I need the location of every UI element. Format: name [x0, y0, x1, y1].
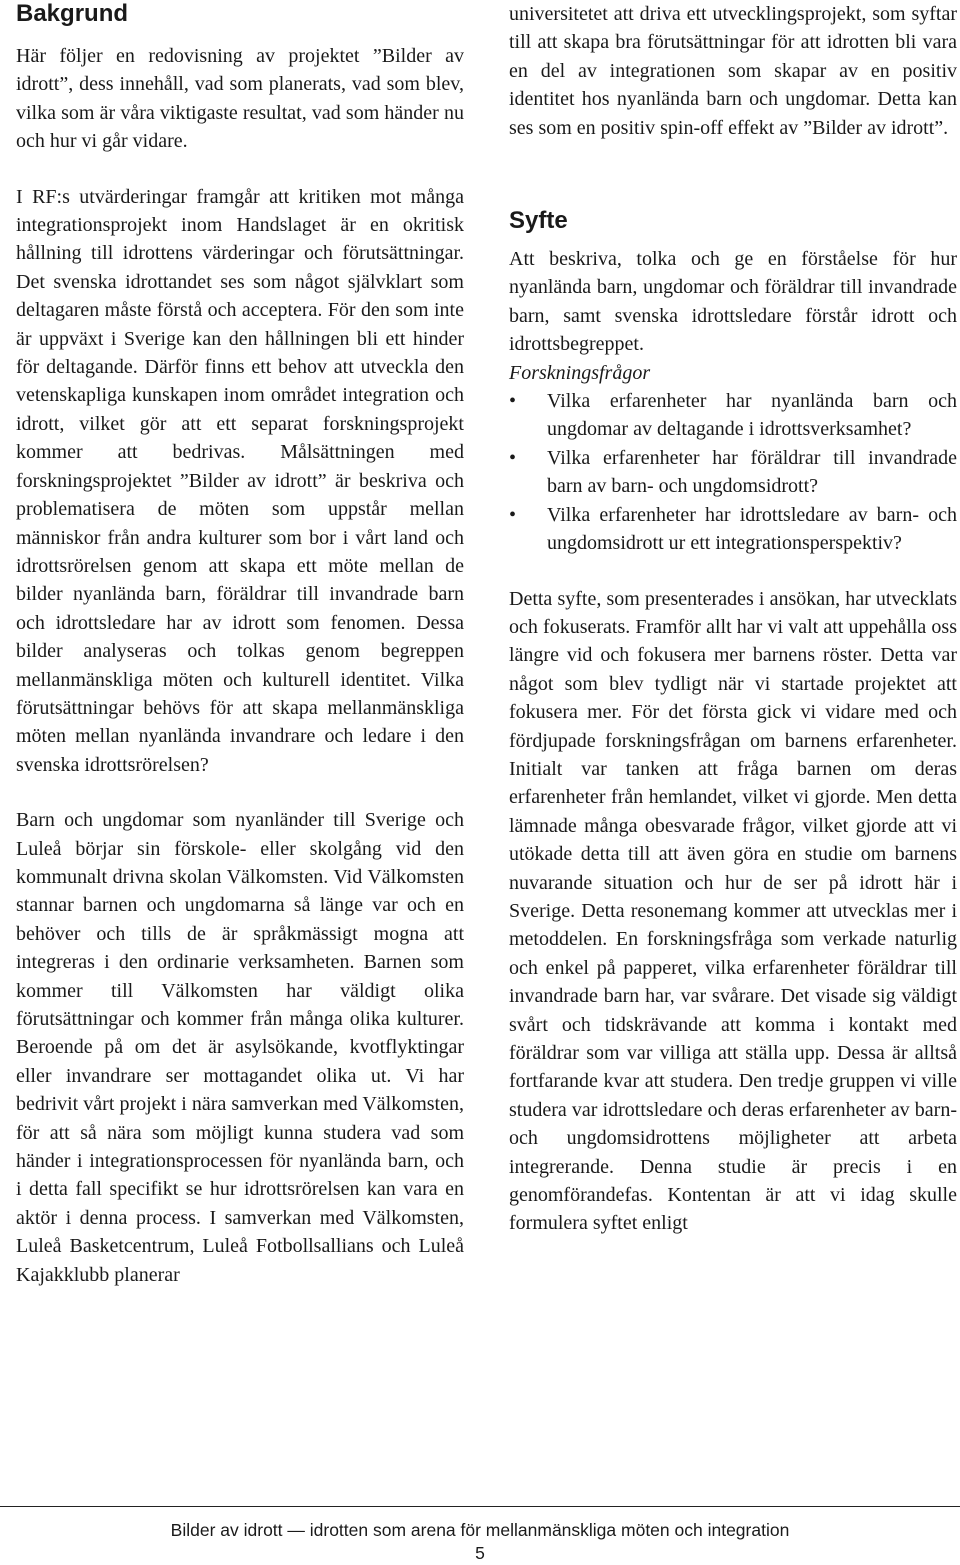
- footer-divider: [0, 1506, 960, 1507]
- bullet-icon: •: [509, 503, 517, 526]
- bullet-icon: •: [509, 446, 517, 469]
- list-item: [509, 444, 957, 501]
- list-item: [509, 501, 957, 558]
- research-questions-list: [509, 387, 957, 557]
- subheading-forskningsfragor: Forskningsfrågor: [509, 361, 651, 384]
- body-paragraph: I RF:s utvärderingar framgår att kritiken mot många integrationsprojekt inom Handslaget är en okritisk hållning till idrottens värderingar och förutsättningar. Det svenska idrottandet ses som något självklart som deltagaren måste förstå och acceptera. För den som inte är uppväxt i Sverige kan den hållningen bli ett hinder för deltagande. Därför finns ett behov att utveckla den vetenskapliga kunskapen inom området integration och idrott, vilket gör att ett separat forskningsprojekt kommer att bedrivas. Målsättningen med forskningsprojektet ”Bilder av idrott” är beskriva och problematisera de möten som uppstår mellan människor från andra kulturer som bor i vårt land och idrottsrörelsen genom att skapa ett möte mellan de bilder nyanlända barn, föräldrar till invandrade barn och idrottsledare har av idrott som fenomen. Dessa bilder analyseras och tolkas genom begreppen mellanmänskliga möten och kulturell identitet. Vilka förutsättningar behövs för att skapa mellanmänskliga möten mellan nyanlända invandrare och ledare i den svenska idrottsrörelsen?: [16, 185, 464, 776]
- purpose-paragraph: Att beskriva, tolka och ge en förståelse för hur nyanlända barn, ungdomar och föräldrar till invandrade barn, samt svenska idrottsledare förstår idrott och idrottsbegreppet.: [509, 248, 957, 356]
- left-column: [16, 0, 464, 1289]
- list-item-text: Vilka erfarenheter har föräldrar till invandrade barn av barn- och ungdomsidrott?: [547, 446, 957, 498]
- page-number: 5: [475, 1543, 485, 1563]
- section-heading-bakgrund: Bakgrund: [16, 0, 129, 27]
- list-item-text: Vilka erfarenheter har nyanlända barn och ungdomar av deltagande i idrottsverksamhet?: [547, 390, 957, 441]
- body-paragraph: Detta syfte, som presenterades i ansökan, har utvecklats och fokuserats. Framför allt har vi valt att uppehålla oss längre vid och fokusera mer barnens röster. Detta var något som blev tydligt när vi startade projektet att fokusera mer. För det första gick vi vidare med och fördjupade forskningsfrågan om barnens erfarenheter. Initialt var tanken att fråga barnen om deras erfarenheter från hemlandet, vilket vi gjorde. Men detta lämnade många obesvarade frågor, vilket gjorde att vi utökade detta till att även göra en studie om barnens nuvarande situation och hur de ser på idrott här i Sverige. Detta resonemang kommer att utvecklas mer i metoddelen. En forskningsfråga som verkade naturlig och enkel på papperet, vilka erfarenheter föräldrar till invandrade barn har, var svårare. Det visade sig väldigt svårt och tidskrävande att komma i kontakt med föräldrar som var villiga att ställa upp. Dessa är alltså fortfarande kvar att studera. Den tredje gruppen vi ville studera var idrottsledare och deras erfarenheter av barn- och ungdomsidrottens möjligheter att arbeta integrerande. Denna studie är precis i en genomförandefas. Kontentan är att vi idag skulle formulera syftet enligt: [509, 587, 957, 1235]
- list-item: [509, 387, 957, 444]
- list-item-text: Vilka erfarenheter har idrottsledare av barn- och ungdomsidrott ur ett integrationsperspektiv?: [547, 503, 957, 555]
- bullet-icon: •: [509, 390, 517, 413]
- body-paragraph-continued: universitetet att driva ett utvecklingsprojekt, som syftar till att skapa bra förutsättningar för att idrotten bli vara en del av integrationen som skapar av en positiv identitet hos nyanlända barn och ungdomar. Detta kan ses som en positiv spin-off effekt av ”Bilder av idrott”.: [509, 3, 957, 139]
- body-paragraph: Barn och ungdomar som nyanländer till Sverige och Luleå börjar sin förskole- eller skolgång vid den kommunalt drivna skolan Välkomsten. Vid Välkomsten stannar barnen och ungdomarna så länge var och en behöver och tills de är språkmässigt mogna att integreras i den ordinarie verksamheten. Barnen som kommer till Välkomsten har väldigt olika förutsättningar och kommer från många olika kulturer. Beroende på om det är asylsökande, kvotflyktingar eller invandrare ser mottagandet olika ut. Vi har bedrivit vårt projekt i nära samverkan med Välkomsten, för att så nära som möjligt kunna studera vad som händer i integrationsprocessen för nyanlända barn, och i detta fall specifikt se hur idrottsrörelsen kan vara en aktör i denna process. I samverkan med Välkomsten, Luleå Basketcentrum, Luleå Fotbollsallians och Luleå Kajakklubb planerar: [16, 809, 464, 1286]
- section-heading-syfte: Syfte: [509, 207, 568, 235]
- right-column: [509, 0, 957, 1238]
- footer-title: Bilder av idrott — idrotten som arena för mellanmänskliga möten och integration: [170, 1520, 790, 1540]
- body-paragraph: Här följer en redovisning av projektet ”Bilder av idrott”, dess innehåll, vad som planerats, vad som blev, vilka som är våra viktigaste resultat, vad som händer nu och hur vi går vidare.: [16, 45, 464, 153]
